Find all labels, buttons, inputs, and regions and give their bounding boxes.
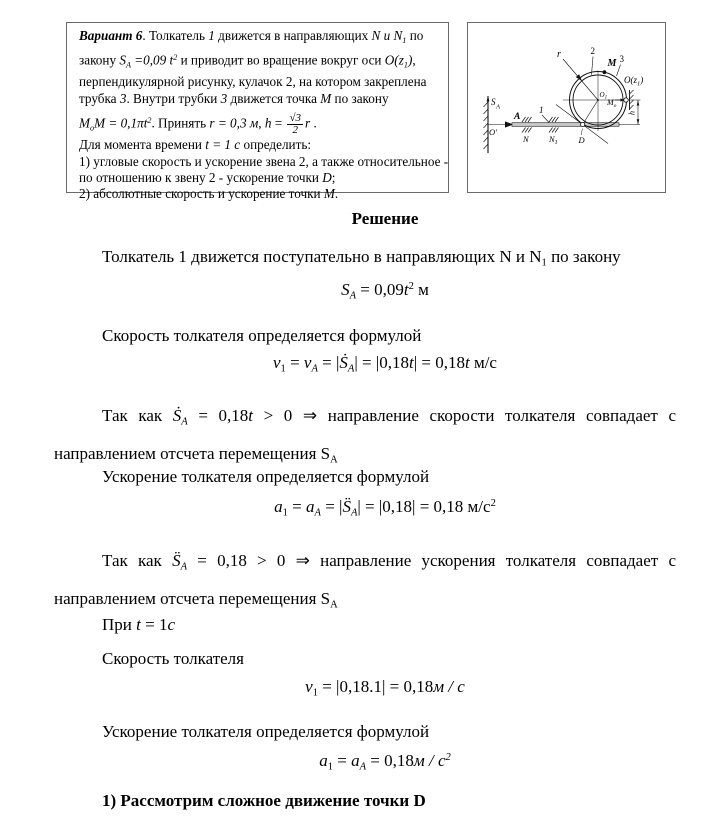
sa-label: $S_A$ xyxy=(491,97,500,111)
problem-line: трубка 3. Внутри трубки 3 движется точка M по закону xyxy=(79,91,389,107)
n1-label: $N_1$ xyxy=(549,134,558,146)
formula-v1: $v_1 = v_A$ = |Ṡ$_A$| = |0,18t| = 0,18t м/с xyxy=(273,353,497,375)
o1-label: $O_1$ xyxy=(599,91,608,101)
tube-leader-line xyxy=(617,65,621,77)
formula-v1-value: $v_1 = |0,18.1| = 0,18м / с$ xyxy=(305,677,465,699)
solution-paragraph: Так как Ṡ$_A$ = 0,18t > 0 ⇒ направление скорости толкателя совпадает с направлением отсчета перемещения $S_A$ xyxy=(54,406,676,466)
cam-label: 2 xyxy=(590,46,595,56)
problem-line: Для момента времени t = 1 с определить: xyxy=(79,137,312,153)
solution-paragraph: Скорость толкателя xyxy=(102,649,244,668)
problem-line: 2) абсолютные скорость и ускорение точки M. xyxy=(79,186,339,202)
o-prime-label: O′ xyxy=(489,127,497,137)
solution-paragraph: Ускорение толкателя определяется формулой xyxy=(102,722,430,741)
sa-arrow xyxy=(487,96,490,102)
figure-box xyxy=(467,22,666,193)
radius-to-d xyxy=(583,100,598,125)
point-m0 xyxy=(624,98,628,102)
solution-paragraph: При t = 1c xyxy=(102,615,175,634)
solution-paragraph: Ускорение толкателя определяется формулой xyxy=(102,467,430,486)
formula-sa: $S_A = 0,09t^2$ м xyxy=(341,280,429,302)
tube-label: 3 xyxy=(619,54,624,64)
d-label: D xyxy=(578,135,585,145)
solution-paragraph: Так как $S̈_A = 0,18 > 0$ ⇒ направление ускорения толкателя совпадает с направлением отсчета перемещения $S_A$ xyxy=(54,551,676,611)
m-label: M xyxy=(607,58,617,69)
m0-label: $M_o$ xyxy=(607,98,617,109)
section-heading-point-d: 1) Рассмотрим сложное движение точки D xyxy=(102,791,426,810)
point-d xyxy=(581,122,585,126)
formula-a1: $a_1 = a_A$ = $|S̈_A| = |0,18| = 0,18$ $м/с^2$ xyxy=(274,497,496,519)
h-label: h xyxy=(627,111,637,115)
problem-line: 1) угловые скорость и ускорение звена 2, а также относительное - xyxy=(79,153,449,169)
solution-paragraph: Толкатель 1 движется поступательно в направляющих N и $N_1$ по закону xyxy=(102,247,621,269)
problem-line: Вариант 6. Толкатель 1 движется в направляющих N и $N_1$ по xyxy=(79,28,424,45)
h-arrow-down xyxy=(637,119,640,124)
rod-leader-line xyxy=(542,115,549,123)
axis-label: $O(z_1)$ xyxy=(624,75,644,88)
formula-a1-value: $a_1 = a_A = 0,18м / с^2$ xyxy=(319,751,451,773)
mechanism-figure xyxy=(468,23,665,192)
problem-line: перпендикулярной рисунку, кулачок 2, на котором закреплена xyxy=(79,74,427,90)
point-o1 xyxy=(597,99,599,101)
point-m xyxy=(603,70,607,74)
a-label: A xyxy=(514,112,521,122)
left-wall-hatching xyxy=(484,102,489,149)
problem-line: закону $S_A =0,09$ $t^2$ и приводит во вращение вокруг оси $O(z_1)$, xyxy=(79,52,416,70)
h-arrow-up xyxy=(637,100,640,105)
solution-heading: Решение xyxy=(351,209,419,228)
n-label: N xyxy=(523,134,529,144)
solution-paragraph: Скорость толкателя определяется формулой xyxy=(102,326,422,345)
right-wall-hatching xyxy=(630,90,634,109)
problem-line: по отношению к звену 2 - ускорение точки D; xyxy=(79,170,336,186)
problem-formula-line: $M_oM = 0,1\pi t^2$. Принять r = 0,3 м, h = $\frac{√3}{2}$ r . xyxy=(79,111,317,137)
problem-statement-box xyxy=(66,22,449,202)
r-label: r xyxy=(557,49,561,60)
rod-label: 1 xyxy=(539,105,544,115)
